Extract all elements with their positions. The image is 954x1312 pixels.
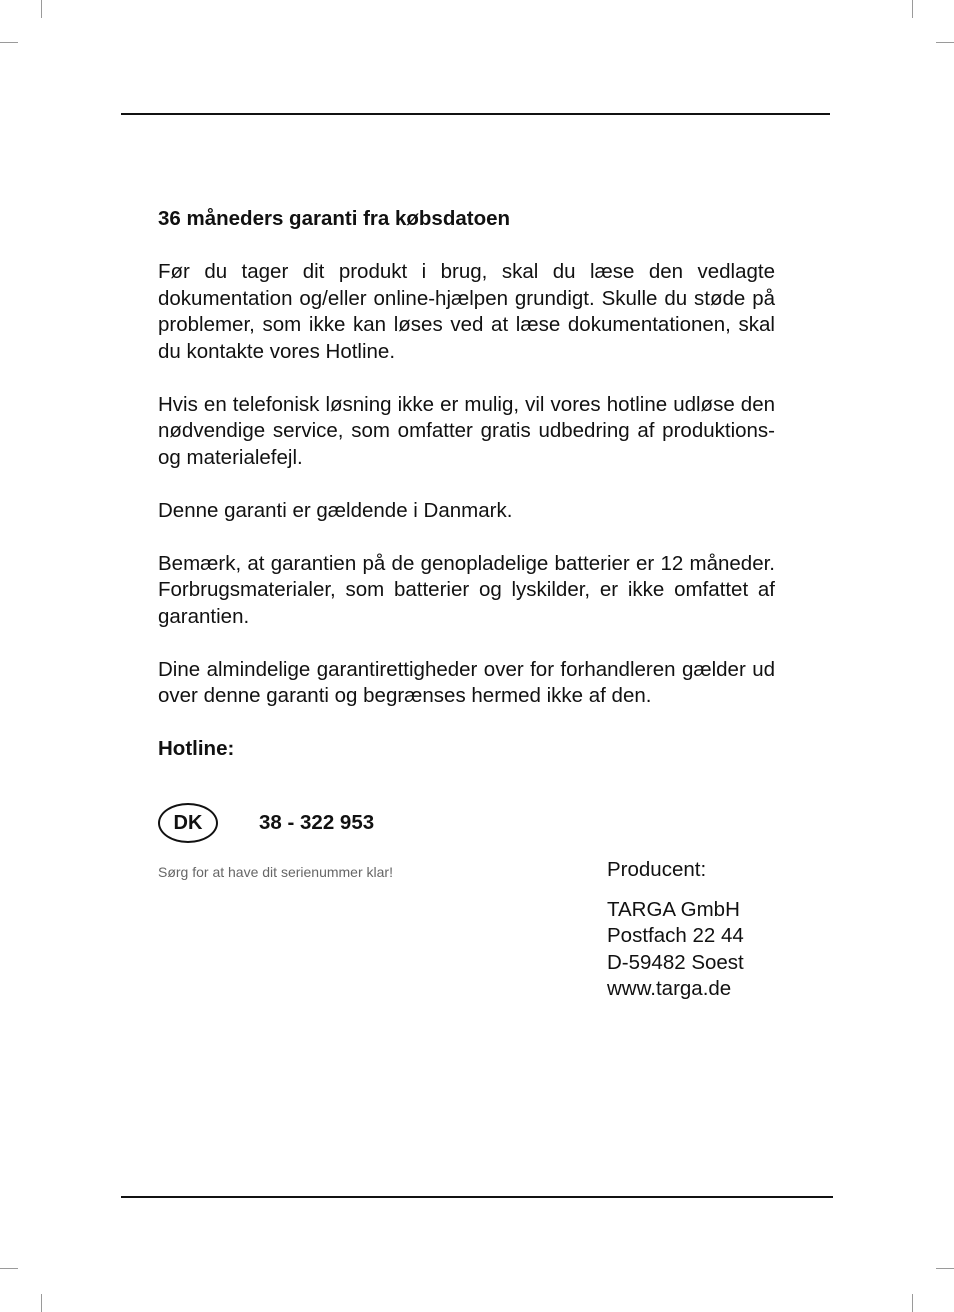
crop-mark <box>912 1294 913 1312</box>
crop-mark <box>0 1268 18 1269</box>
producer-name: TARGA GmbH <box>607 897 740 921</box>
producer-block <box>607 857 744 1003</box>
producer-address: Postfach 22 44 <box>607 924 744 947</box>
paragraph: Bemærk, at garantien på de genopladelige batterier er 12 måneder. Forbrugsmaterialer, som batterier og lyskilder, er ikke omfattet af garantien. <box>158 551 775 628</box>
footer-rule <box>121 1196 833 1198</box>
crop-mark <box>0 42 18 43</box>
crop-mark <box>41 0 42 18</box>
hotline-number: 38 - 322 953 <box>259 811 375 834</box>
paragraph: Hvis en telefonisk løsning ikke er mulig, vil vores hotline udløse den nødvendige service, som omfatter gratis udbedring af produktions- og materialefejl. <box>158 392 775 469</box>
crop-mark <box>936 42 954 43</box>
hotline-row <box>158 801 374 845</box>
paragraph: Denne garanti er gældende i Danmark. <box>158 498 513 522</box>
country-badge: DK <box>158 803 218 843</box>
page-title: 36 måneders garanti fra købsdatoen <box>158 207 511 230</box>
paragraph: Dine almindelige garantirettigheder over for forhandleren gælder ud over denne garanti og begrænses hermed ikke af den. <box>158 657 775 707</box>
producer-website: www.targa.de <box>607 977 732 1000</box>
crop-mark <box>912 0 913 18</box>
producer-label: Producent: <box>607 858 707 881</box>
serial-note: Sørg for at have dit serienummer klar! <box>158 864 393 880</box>
paragraph: Før du tager dit produkt i brug, skal du læse den vedlagte dokumentation og/eller online-hjælpen grundigt. Skulle du støde på problemer, som ikke kan løses ved at læse dokumentationen, skal du kontakte vores Hotline. <box>158 260 775 363</box>
crop-mark <box>41 1294 42 1312</box>
warranty-text <box>158 206 775 763</box>
producer-city: D-59482 Soest <box>607 950 744 974</box>
hotline-heading: Hotline: <box>158 737 235 760</box>
crop-mark <box>936 1268 954 1269</box>
header-rule <box>121 113 830 115</box>
